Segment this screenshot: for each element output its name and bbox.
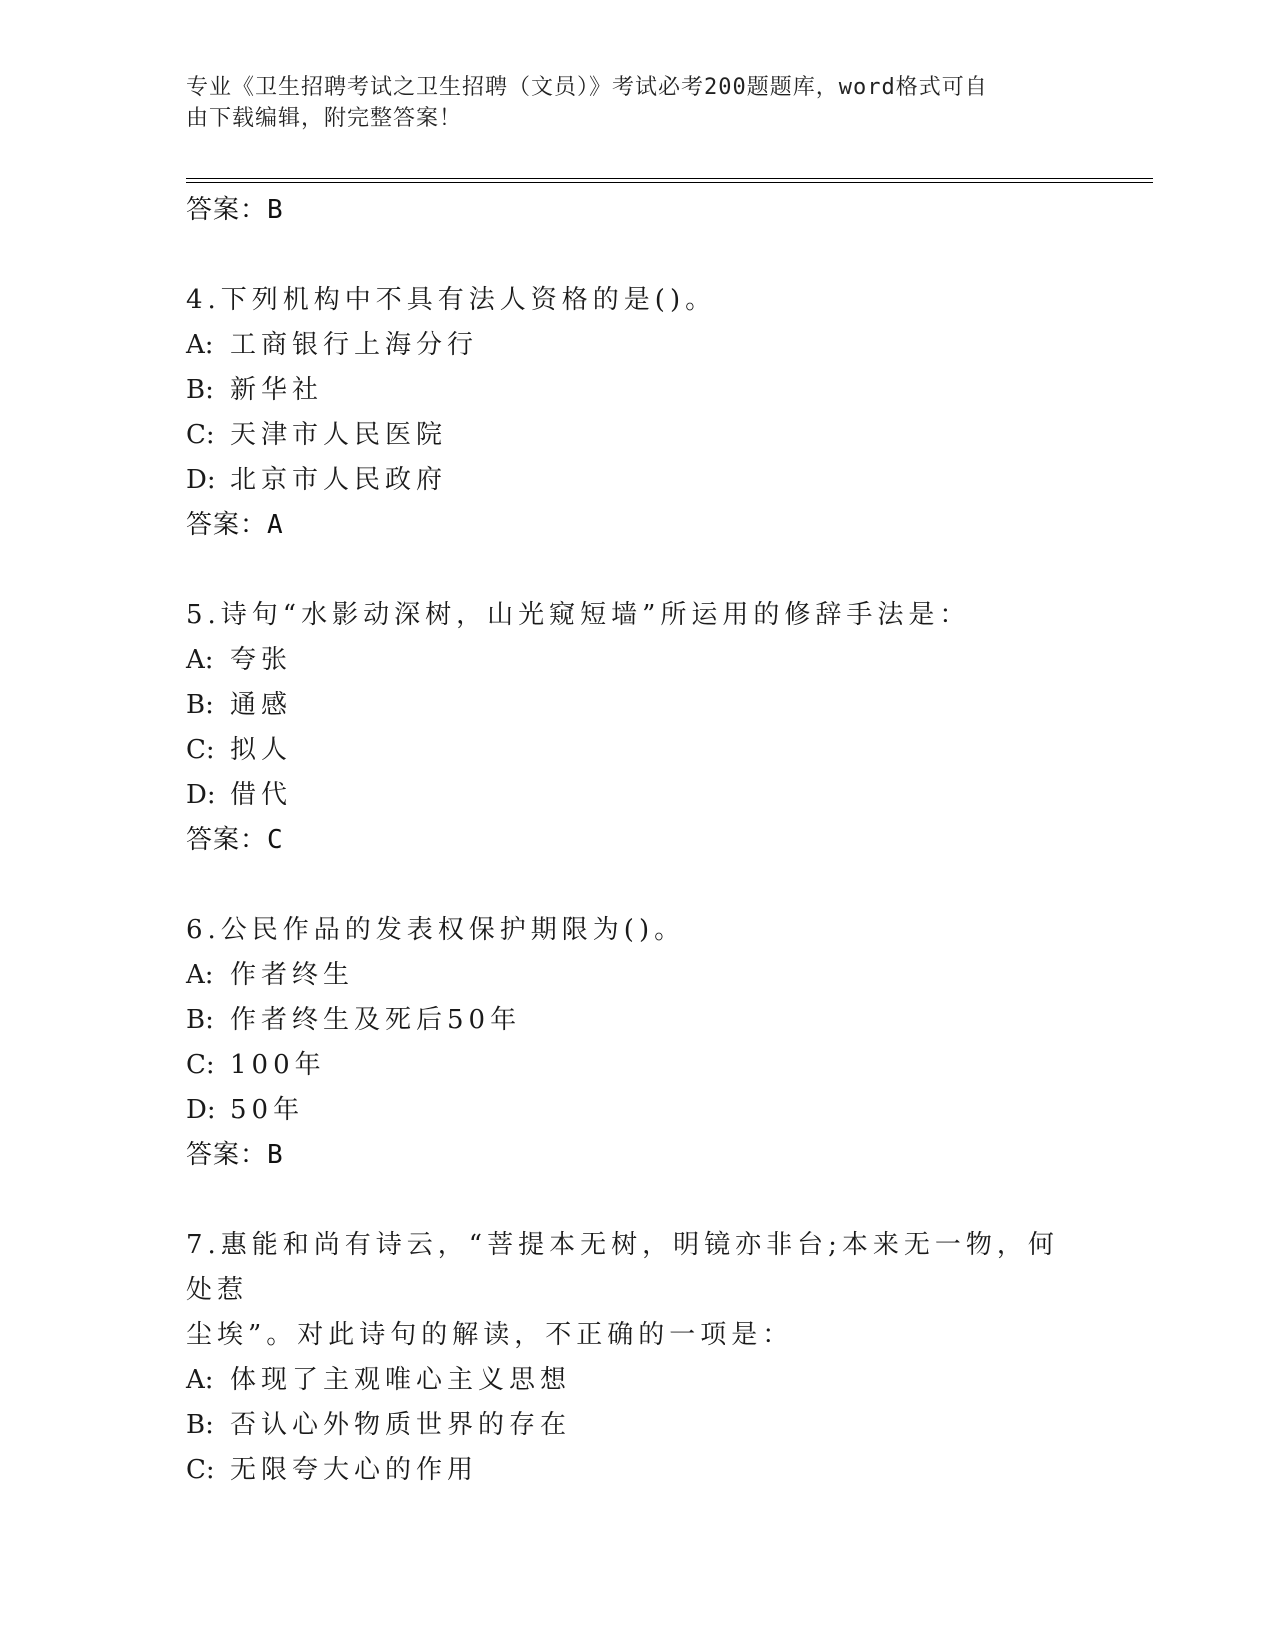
option-c xyxy=(186,1448,1086,1493)
option-text: 借代 xyxy=(230,780,293,810)
answer-value: B xyxy=(267,195,284,225)
option-a xyxy=(186,323,1086,368)
option-a xyxy=(186,638,1086,683)
answer-label: 答案： xyxy=(186,825,268,855)
option-text: 夸张 xyxy=(230,645,293,675)
option-text: 拟人 xyxy=(230,735,293,765)
option-letter: C: xyxy=(186,1050,215,1080)
option-text: 新华社 xyxy=(230,375,324,405)
option-c xyxy=(186,413,1086,458)
option-c xyxy=(186,728,1086,773)
question-text: 5.诗句“水影动深树，山光窥短墙”所运用的修辞手法是： xyxy=(186,600,971,630)
option-text: 无限夸大心的作用 xyxy=(230,1455,479,1485)
document-body xyxy=(186,188,1086,1493)
option-letter: A: xyxy=(186,645,214,675)
option-text: 100年 xyxy=(230,1050,326,1080)
question-text-line-2: 尘埃”。对此诗句的解读，不正确的一项是： xyxy=(186,1320,794,1350)
option-text: 否认心外物质世界的存在 xyxy=(230,1410,572,1440)
answer-line xyxy=(186,818,1086,863)
option-a xyxy=(186,953,1086,998)
spacer xyxy=(186,1178,1086,1223)
spacer xyxy=(186,863,1086,908)
option-a xyxy=(186,1358,1086,1403)
option-b xyxy=(186,683,1086,728)
answer-line xyxy=(186,1133,1086,1178)
question-text-line-1: 7.惠能和尚有诗云，“菩提本无树，明镜亦非台;本来无一物，何处惹 xyxy=(186,1230,1059,1305)
question-block xyxy=(186,593,1086,863)
option-text: 50年 xyxy=(230,1095,305,1125)
question-block xyxy=(186,1223,1086,1493)
question-block xyxy=(186,278,1086,548)
option-text: 体现了主观唯心主义思想 xyxy=(230,1365,572,1395)
option-letter: A: xyxy=(186,330,214,360)
option-d xyxy=(186,1088,1086,1133)
option-letter: A: xyxy=(186,1365,214,1395)
page-header xyxy=(186,72,1066,134)
option-letter: C: xyxy=(186,735,215,765)
answer-value: A xyxy=(267,510,284,540)
header-line-1: 专业《卫生招聘考试之卫生招聘（文员）》考试必考200题题库，word格式可自 xyxy=(186,75,988,100)
option-text: 作者终生及死后50年 xyxy=(230,1005,522,1035)
question-text: 4.下列机构中不具有法人资格的是()。 xyxy=(186,285,717,315)
spacer xyxy=(186,233,1086,278)
option-letter: D: xyxy=(186,1095,216,1125)
answer-label: 答案： xyxy=(186,510,268,540)
option-text: 作者终生 xyxy=(230,960,355,990)
option-letter: B: xyxy=(186,1005,214,1035)
header-line-2: 由下载编辑，附完整答案！ xyxy=(186,106,463,131)
option-letter: B: xyxy=(186,375,214,405)
answer-label: 答案： xyxy=(186,1140,268,1170)
option-letter: C: xyxy=(186,420,215,450)
option-text: 工商银行上海分行 xyxy=(230,330,479,360)
answer-value: B xyxy=(267,1140,284,1170)
answer-line xyxy=(186,188,1086,233)
option-d xyxy=(186,458,1086,503)
answer-label: 答案： xyxy=(186,195,268,225)
option-b xyxy=(186,1403,1086,1448)
option-letter: B: xyxy=(186,690,214,720)
option-letter: A: xyxy=(186,960,214,990)
option-text: 北京市人民政府 xyxy=(230,465,448,495)
option-letter: C: xyxy=(186,1455,215,1485)
header-divider xyxy=(186,178,1153,183)
answer-value: C xyxy=(267,825,284,855)
question-text: 6.公民作品的发表权保护期限为()。 xyxy=(186,915,686,945)
question-block xyxy=(186,908,1086,1178)
spacer xyxy=(186,548,1086,593)
option-b xyxy=(186,998,1086,1043)
answer-line xyxy=(186,503,1086,548)
option-b xyxy=(186,368,1086,413)
option-letter: D: xyxy=(186,465,216,495)
option-text: 通感 xyxy=(230,690,293,720)
option-text: 天津市人民医院 xyxy=(230,420,448,450)
option-letter: D: xyxy=(186,780,216,810)
option-d xyxy=(186,773,1086,818)
option-letter: B: xyxy=(186,1410,214,1440)
option-c xyxy=(186,1043,1086,1088)
